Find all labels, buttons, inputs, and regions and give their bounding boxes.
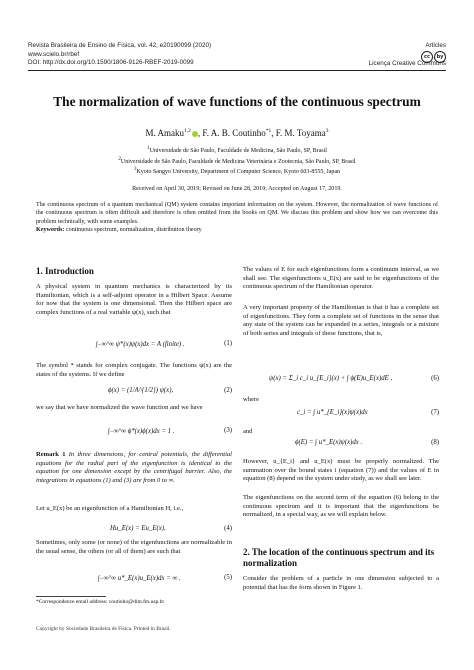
equation-row bbox=[243, 436, 439, 450]
author-name: , F. A. B. Coutinho bbox=[197, 128, 266, 138]
author-affiliation-mark: 3 bbox=[325, 128, 329, 134]
article-type: Articles bbox=[425, 42, 446, 49]
footnote-divider bbox=[36, 596, 106, 597]
equation-row bbox=[243, 406, 439, 420]
equation: c_i = ∫ u*_{E_i}(x)ψ(x)dx bbox=[297, 409, 368, 416]
equation-number: (5) bbox=[224, 574, 232, 581]
equation-row bbox=[36, 571, 232, 585]
equation: ∫₋∞^∞ ψ*(x)ψ(x)dx = A (finite) . bbox=[96, 341, 185, 348]
license-logo bbox=[300, 51, 446, 60]
paragraph: Sometimes, only some (or none) of the eigenfunctions are normalizable in the usual sense, the others (or all of them) are such that bbox=[36, 539, 232, 555]
header-divider bbox=[28, 70, 446, 71]
equation-number: (7) bbox=[431, 409, 439, 416]
paragraph: However, u_{E_i} and u_E(x) must be properly normalized. The summation over the bound states i (equation (7)) and the values of E in equation (8) depend on the system under study, as we shall see later. bbox=[243, 458, 439, 483]
author-name: M. Amaku bbox=[145, 128, 185, 138]
attribution-icon: by bbox=[434, 51, 446, 63]
section-heading: 1. Introduction bbox=[36, 266, 94, 276]
creative-commons-icon: cc bbox=[421, 51, 433, 63]
author-affiliation-mark: *1 bbox=[265, 128, 272, 134]
section-heading: 2. The location of the continuous spectrum and its normalization bbox=[243, 547, 435, 568]
abstract-text: The continuous spectrum of a quantum mechanical (QM) system contains important information on the system. However, the normalization of wave functions of the continuous spectrum is often difficult and therefore is often omitted from the books on QM. We discuss this problem and show how we can overcome this problem technically, with some examples. bbox=[36, 202, 438, 225]
affiliation-item: $^3$Kyoto Sangyo University, Department of Computer Science, Kyoto 603-8555, Japan bbox=[133, 167, 341, 175]
affiliation-item: $^2$Universidade de São Paulo, Faculdade de Medicina Veterinária e Zootecnia, São Paulo, SP, Brasil bbox=[118, 156, 356, 165]
abstract bbox=[36, 201, 438, 234]
equation-number: (2) bbox=[224, 387, 232, 394]
text-and: and bbox=[243, 428, 253, 435]
author-name: , F. M. Toyama bbox=[271, 128, 326, 138]
equation-number: (8) bbox=[431, 439, 439, 446]
text-where: where bbox=[243, 396, 259, 403]
equation: ∫₋∞^∞ ϕ*(x)ϕ(x)dx = 1 . bbox=[108, 428, 175, 435]
article-type-block bbox=[300, 42, 446, 68]
copyright-notice: Copyright by Sociedade Brasileira de Física. Printed in Brazil. bbox=[36, 626, 171, 632]
affiliations bbox=[36, 145, 438, 177]
equation-row bbox=[36, 424, 232, 438]
keywords-label: Keywords: bbox=[36, 226, 65, 233]
paragraph: The symbol * stands for complex conjugate. The functions ψ(x) are the states of the systems. If we define bbox=[36, 362, 232, 378]
equation: Hu_E(x) = Eu_E(x). bbox=[110, 525, 166, 532]
paragraph: The eigenfunctions on the second term of the equation (6) belong to the continuous spectrum and it is important that the eigenfunctions be normalized, in a special way, as we will explain below. bbox=[243, 494, 439, 519]
remark-text: In three dimensions, for central potentials, the differential equations for the radial part of the eigenfunction is identical to the equation for one dimension except by the centrifugal barrier. Also, the integrations in equations (1) and (3) are from 0 to ∞. bbox=[36, 451, 232, 485]
affiliation-item: $^1$Universidade de São Paulo, Faculdade de Medicina, São Paulo, SP, Brasil bbox=[147, 146, 327, 154]
equation: ψ(x) = Σ_i c_i u_{E_i}(x) + ∫ ϕ(E)u_E(x)dE , bbox=[269, 375, 393, 382]
remark-heading: Remark 1 bbox=[36, 451, 66, 458]
equation-number: (3) bbox=[224, 427, 232, 434]
author-list bbox=[36, 128, 438, 138]
paragraph: we say that we have normalized the wave function and we have bbox=[36, 404, 203, 411]
license-text[interactable]: Licença Creative Commons bbox=[368, 59, 446, 67]
equation-number: (1) bbox=[224, 340, 232, 347]
equation-row bbox=[36, 523, 232, 535]
paper-title: The normalization of wave functions of the continuous spectrum bbox=[53, 94, 421, 109]
footnote: *Correspondence email address: coutinho@dim.fm.usp.br bbox=[36, 599, 165, 605]
author-affiliation-mark: 1,2 bbox=[184, 128, 191, 134]
journal-citation: Revista Brasileira de Ensino de Física, vol. 42, e20190099 (2020) bbox=[28, 42, 212, 49]
submission-dates: Received on April 30, 2019; Revised on June 28, 2019; Accepted on August 17, 2019. bbox=[132, 186, 342, 192]
doi-link[interactable]: DOI: http://dx.doi.org/10.1590/1806-9126-RBEF-2019-0099 bbox=[28, 59, 194, 67]
keywords: continuous spectrum, normalization, distribution theory bbox=[64, 226, 202, 233]
equation-row bbox=[36, 337, 232, 351]
paragraph: The values of E for such eigenfunctions form a continuum interval, as we shall see. The eigenfunctions u_E(x) are said to be eigenfunctions of the continuous spectrum of the Hamiltonian operator. bbox=[243, 266, 439, 291]
equation-row bbox=[243, 372, 439, 386]
equation-number: (4) bbox=[224, 525, 232, 532]
equation-number: (6) bbox=[431, 375, 439, 382]
journal-header bbox=[28, 42, 288, 68]
equation: ϕ(x) = (1/A^{1/2}) ψ(x), bbox=[108, 387, 174, 394]
paragraph: A very important property of the Hamiltonian is that it has a complete set of eigenfunctions. They form a complete set of functions in the sense that any state of the system can be expanded in a series, integrals or a mixture of both series and integrals of these functions, that is, bbox=[243, 304, 439, 338]
journal-website[interactable]: www.scielo.br/rbef bbox=[28, 50, 80, 58]
remark bbox=[36, 451, 232, 486]
paragraph: Let u_E(x) be an eigenfunction of a Hamiltonian H, i.e., bbox=[36, 505, 184, 512]
equation: ∫₋∞^∞ u*_E(x)u_E(x)dx = ∞ . bbox=[98, 575, 181, 582]
paragraph: A physical system in quantum mechanics is characterized by its Hamiltonian, which is a self-adjoint operator in a Hilbert Space. Assume for now that the system is one dimensional. Then the Hilbert space are complex functions of a real variable ψ(x), such that bbox=[36, 283, 232, 317]
equation-row bbox=[36, 384, 232, 398]
paragraph: Consider the problem of a particle in one dimension subjected to a potential that has the form shown in Figure 1. bbox=[243, 575, 439, 591]
equation: ϕ(E) = ∫ u*_E(x)ψ(x)dx . bbox=[295, 439, 363, 446]
